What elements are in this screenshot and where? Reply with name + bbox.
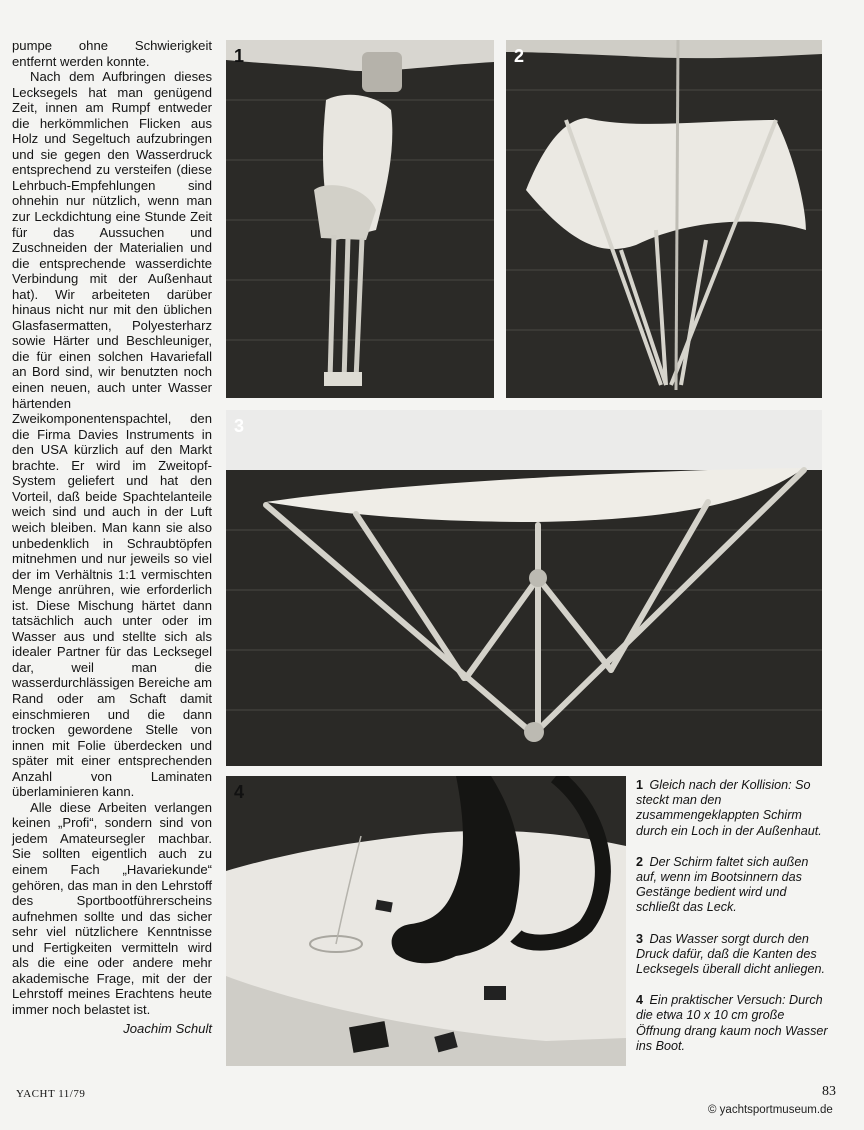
caption-4-text: Ein praktischer Versuch: Durch die etwa 10 x 10 cm große Öffnung drang kaum noch Wasser ins Boot.: [636, 993, 828, 1053]
photo-4-image: [226, 776, 626, 1066]
article-text-column: [12, 38, 212, 1037]
photo-3-image: [226, 410, 822, 766]
watermark: © yachtsportmuseum.de: [708, 1104, 833, 1116]
caption-1-text: Gleich nach der Kollision: So steckt man den zusammengeklappten Schirm durch ein Loch in der Außenhaut.: [636, 778, 822, 838]
caption-3: [636, 932, 832, 978]
caption-2-text: Der Schirm faltet sich außen auf, wenn im Bootsinnern das Gestänge bedient wird und schließt das Leck.: [636, 854, 809, 915]
photo-2: [506, 40, 822, 398]
caption-2-number: 2: [636, 854, 644, 869]
caption-3-number: 3: [636, 931, 644, 946]
photo-3-number: 3: [234, 416, 245, 436]
photo-1-image: [226, 40, 494, 398]
magazine-issue: YACHT 11/79: [16, 1088, 86, 1100]
photo-1-number: 1: [234, 46, 245, 66]
photo-captions: [636, 778, 832, 1070]
photo-3: [226, 410, 822, 766]
caption-1-number: 1: [636, 778, 644, 792]
caption-2: [636, 855, 832, 916]
photo-1: [226, 40, 494, 398]
page-number: 83: [822, 1084, 836, 1099]
paragraph-3: Alle diese Arbeiten verlangen keinen „Profi“, sondern sind von jedem Amateursegler machbar. Sie sollten eigentlich auch zu einem Fach „Havariekunde“ gehören, das man in den Lehrstoff des Sportbootführerscheins aufnehmen sollte und das sicher sehr viel nützlichere Kenntnisse und Fertigkeiten vermitteln wird als die eine oder andere mehr akademische Frage, mit der der Lehrstoff meines Erachtens heute immer noch belastet ist.: [12, 799, 212, 1017]
photo-2-image: [506, 40, 822, 398]
caption-1: [636, 778, 832, 839]
caption-4: [636, 993, 832, 1054]
photo-4: [226, 776, 626, 1066]
author-signature: Joachim Schult: [123, 1021, 212, 1037]
photo-2-number: 2: [514, 46, 525, 66]
paragraph-2: Nach dem Aufbringen dieses Lecksegels hat man genügend Zeit, innen am Rumpf entweder die herkömmlichen Flicken aus Holz und Segeltuch aufzubringen und sie gegen den Wasserdruck entsprechend zu versteifen (diese Lehrbuch-Empfehlungen sind ohnehin nur nützlich, wenn man zur Leckdichtung eine Stunde Zeit für das Aussuchen und Zuschneiden der Materialien und die entsprechende wasserdichte Verbindung mit der Außenhaut hat). Wir arbeiteten darüber hinaus nicht nur mit den üblichen Glasfasermatten, Polyesterharz sowie Härter und Beschleuniger, die für einen solchen Havariefall an Bord sind, wir benutzten noch einen neuen, auch unter Wasser härtenden Zweikomponentenspachtel, den die Firma Davies Instruments in den USA kürzlich auf den Markt brachte. Er wird im Zweitopf-System geliefert und hat den Vorteil, daß beide Spachtelanteile weich sind und auch in der Luft weich bleiben. Man kann sie also unbedenklich in Schraubtöpfen mitnehmen und nur jeweils so viel der im Verhältnis 1:1 vermischten Menge anrühren, wie erforderlich ist. Diese Mischung härtet dann tatsächlich auch unter oder im Wasser aus und stellte sich als idealer Partner für das Lecksegel dar, weil man die wasserdurchlässigen Bereiche am Rand oder am Schaft damit einschmieren und die dann trocken gewordene Stelle von innen mit Folie überdecken und später mit einer entsprechenden Anzahl von Laminaten überlaminieren kann.: [12, 69, 212, 800]
photo-4-number: 4: [234, 782, 245, 802]
caption-3-text: Das Wasser sorgt durch den Druck dafür, daß die Kanten des Lecksegels überall dicht anliegen.: [636, 931, 826, 977]
caption-4-number: 4: [636, 993, 644, 1008]
paragraph-1: pumpe ohne Schwierigkeit entfernt werden konnte.: [12, 38, 212, 69]
